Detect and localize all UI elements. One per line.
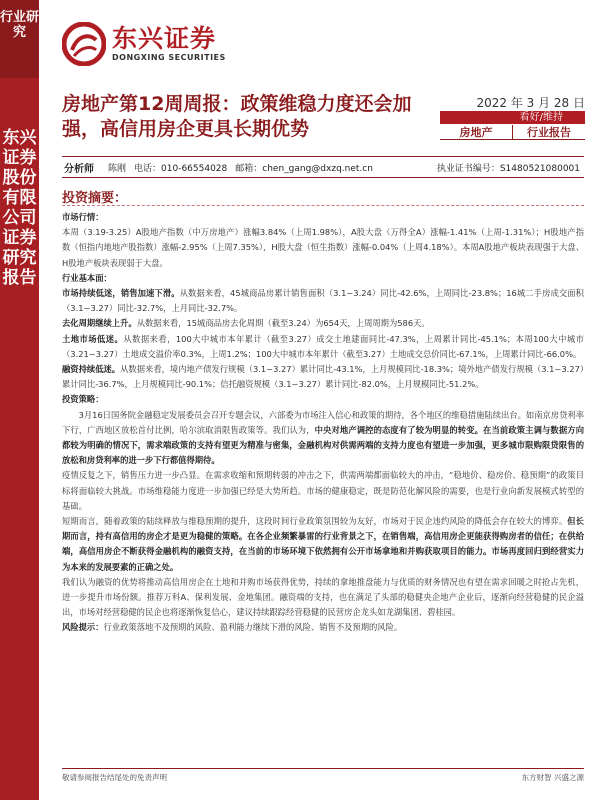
market-heading: 市场行情： [62, 212, 104, 222]
analyst-name: 陈刚 [108, 163, 127, 174]
strategy-text: 3月16日国务院金融稳定发展委员会召开专题会议，六部委为市场注入信心和政策的期待，各个地区的维稳措施陆续出台。如南京房贷利率下行，广西地区放松首付比例，哈尔滨取消限售政策等。我们认为， [62, 409, 584, 435]
risk-paragraph [62, 620, 584, 635]
section-title: 投资摘要： [62, 191, 128, 206]
fundamentals-item-text: 从数据来看，45城商品房累计销售面积（3.1~3.24）同比-42.6%，上周同比-23.8%；16城二手房成交面积（3.1~3.27）同比-32.7%，上月同比-32.7%。 [62, 288, 584, 314]
strategy-emphasis: 但长期而言，持有高信用的房企才是更为稳健的策略。在各企业频繁暴雷的行业背景之下，在销售端，高信用房企更能获得购房者的信任；在供给端，高信用房企不断获得金融机构的融资支持，在当前的市场环境下依然拥有公开市场拿地和并购获取项目的能力。市场再度回归到经营实力为本来的发展要素的正确之处。 [62, 516, 584, 572]
analyst-label: 分析师 [64, 163, 94, 175]
report-date: 2022 年 3 月 28 日 [476, 96, 585, 110]
fundamentals-item [62, 286, 584, 316]
fundamentals-item [62, 316, 584, 331]
strategy-paragraph: 我们认为融资的优势将推动高信用房企在土地和并购市场获得优势，持续的拿地推盘能力与优质的财务情况也有望在需求回暖之时抢占先机，进一步提升市场份额。推荐万科A、保利发展、金地集团。融资端的支持，也在满足了头部的稳健央企地产企业后，逐渐向经营稳健的民企溢出，市场对经营稳健的民企也将逐渐恢复信心，建议持续跟踪经营稳健的民营房企龙头如龙湖集团、碧桂园。 [62, 576, 584, 618]
fundamentals-item [62, 332, 584, 362]
section-divider [62, 205, 584, 206]
footer-divider [62, 768, 584, 769]
market-paragraph: 本周（3.19-3.25）A股地产指数（中万房地产）涨幅3.84%（上周1.98%），A股大盘（万得全A）涨幅-1.41%（上周-1.31%）；H股地产指数（恒指内地地产股指数）涨幅-2.95%（上周7.35%），H股大盘（恒生指数）涨幅-0.04%（上周4.18%）。本周A股地产板块表现强于大盘、H股地产板块表现弱于大盘。 [62, 227, 584, 268]
strategy-paragraph [62, 514, 584, 575]
fundamentals-heading: 行业基本面： [62, 272, 112, 283]
fundamentals-item-lead: 融资持续低迷。 [62, 364, 121, 375]
analyst-bar [62, 156, 584, 178]
fundamentals-item [62, 362, 584, 392]
risk-text: 行业政策落地不及预期的风险、盈利能力继续下滑的风险、销售不及预期的风险。 [103, 622, 403, 633]
strategy-paragraph: 疫情反复之下，销售压力进一步凸显。在需求收缩和预期转弱的冲击之下，供需两端都面临较大的冲击，“稳地价、稳房价、稳预期”的政策目标将面临较大挑战。市场维稳能力度进一步加强已经是大势所趋。市场的健康稳定，既是防范化解风险的需要，也是行业向新发展模式转型的基础。 [62, 470, 584, 511]
report-title: 房地产第12周周报：政策维稳力度还会加强，高信用房企更具长期优势 [62, 93, 412, 140]
analyst-email: 邮箱：chen_gang@dxzq.net.cn [235, 163, 373, 174]
footer-disclaimer: 敬请参阅报告结尾处的免责声明 [62, 773, 167, 782]
footer-slogan: 东方财智 兴盛之源 [521, 773, 584, 782]
strategy-text: 短期而言，随着政策的陆续释放与维稳预期的提升，这段时间行业政策氛围较为友好，市场对于民企违约风险的降低会存在较大的博弈。 [62, 516, 568, 527]
strategy-emphasis: 中央对地产调控的态度有了较为明显的转变。在当前政策主调与数据方向都较为明确的情况下，需求端政策的支持有望更为精准与密集，金融机构对供需两端的支持力度也有望进一步加强，更多城市限购限贷限售的放松和房贷利率的进一步下行都值得期待。 [62, 424, 584, 466]
report-type-tag: 行业报告 [512, 125, 585, 140]
rating-badge: 看好/维持 [440, 111, 585, 124]
rating-box [440, 111, 585, 139]
sidebar-firm-name: 东兴证券股份有限公司证券研究报告 [2, 128, 37, 288]
report-body [62, 210, 584, 636]
strategy-paragraph [62, 408, 584, 469]
fundamentals-item-lead: 去化周期继续上升。 [62, 318, 137, 329]
logo-mark-icon [62, 22, 106, 66]
risk-heading: 风险提示： [62, 622, 104, 633]
logo-name-cn: 东兴证券 [112, 24, 217, 53]
fundamentals-item-text: 从数据来看，100大中城市本年累计（截至3.27）成交土地建面同比-47.3%，上周累计同比-45.1%；本周100大中城市（3.21~3.27）土地成交溢价率0.3%，上周1.2%；100大中城市本年累计（截至3.27）土地成交总价同比-67.1%，上周累计同比-66.0%。 [62, 333, 584, 359]
strategy-heading: 投资策略： [62, 394, 104, 405]
fundamentals-item-lead: 土地市场低迷。 [62, 333, 124, 344]
analyst-phone: 电话：010-66554028 [134, 163, 228, 174]
sidebar [0, 0, 39, 800]
fundamentals-item-text: 从数据来看，境内地产债发行规模（3.1~3.27）累计同比-43.1%，上月规模同比-18.3%；境外地产债发行规模（3.1~3.27）累计同比-36.7%，上月规模同比-90.1%；信托融资规模（3.1~3.27）累计同比-82.0%，上月规模同比-51.2%。 [62, 364, 584, 390]
sidebar-category: 行业研究 [0, 10, 40, 40]
fundamentals-item-lead: 市场持续低迷，销售加速下滑。 [62, 288, 180, 299]
sector-tag: 房地产 [440, 125, 512, 140]
analyst-license: 执业证书编号：S1480521080001 [436, 163, 580, 174]
logo-name-en: DONGXING SECURITIES [112, 53, 226, 62]
fundamentals-item-text: 从数据来看，15城商品房去化周期（截至3.24）为654天，上周周期为586天。 [136, 318, 430, 329]
company-logo [62, 22, 226, 66]
